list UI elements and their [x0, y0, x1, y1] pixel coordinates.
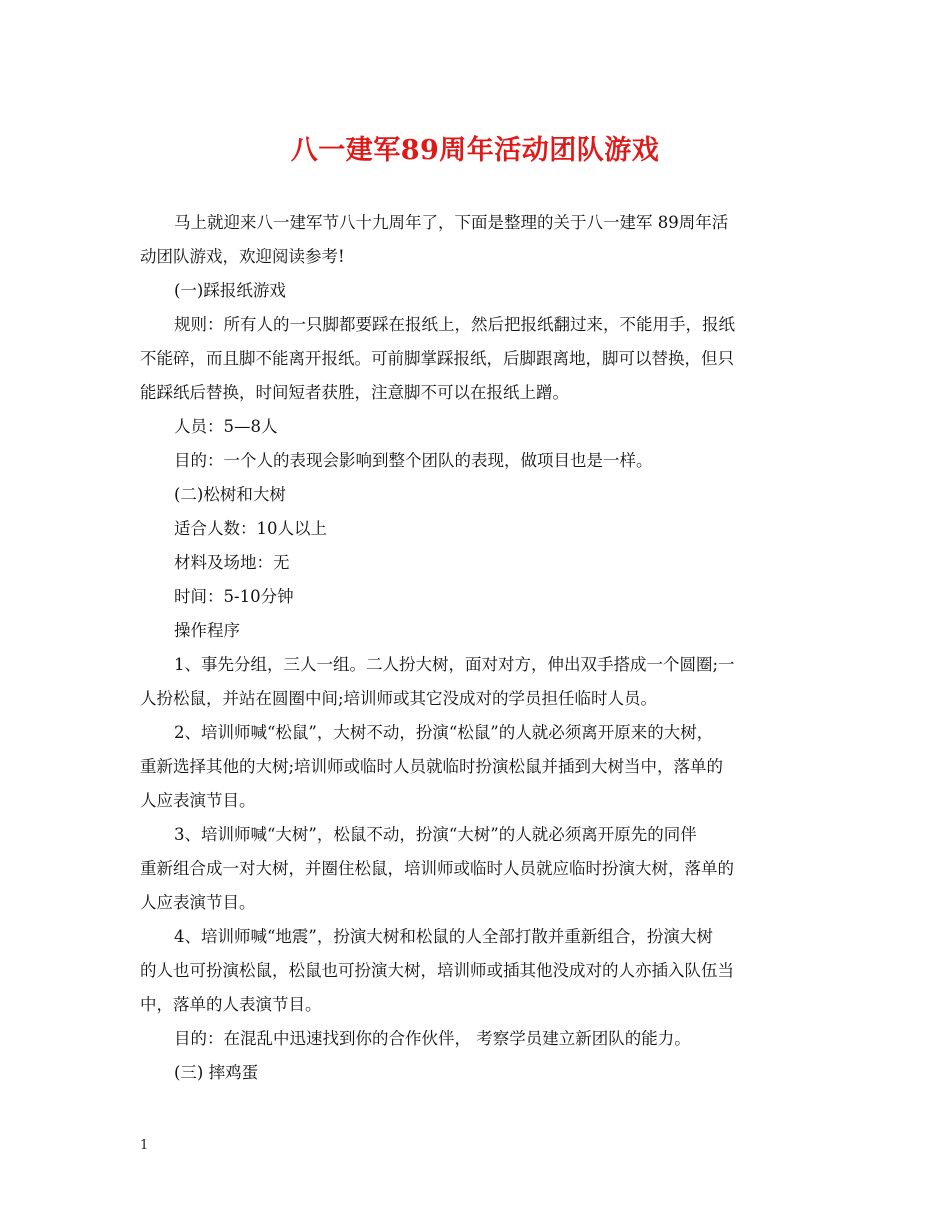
page-number: 1 — [140, 1138, 149, 1153]
text-line: 操作程序 — [174, 621, 240, 640]
text-line: 的人也可扮演松鼠，松鼠也可扮演大树，培训师或插其他没成对的人亦插入队伍当 — [140, 961, 734, 980]
text-line: 材料及场地：无 — [174, 553, 290, 572]
text-line: 人应表演节目。 — [140, 791, 256, 810]
text-line: 3、培训师喊“大树”，松鼠不动，扮演“大树”的人就必须离开原先的同伴 — [174, 825, 697, 844]
text-line: 人扮松鼠，并站在圆圈中间;培训师或其它没成对的学员担任临时人员。 — [140, 689, 658, 708]
text-line: 4、培训师喊“地震”，扮演大树和松鼠的人全部打散并重新组合，扮演大树 — [174, 927, 713, 946]
text-line: 时间：5-10分钟 — [174, 587, 294, 606]
text-line: 人应表演节目。 — [140, 893, 256, 912]
text-line: (二)松树和大树 — [174, 485, 286, 504]
document-title: 八一建军89周年活动团队游戏 — [290, 135, 660, 166]
text-line: 人员：5—8人 — [174, 417, 278, 436]
text-line: 动团队游戏，欢迎阅读参考! — [140, 247, 345, 266]
text-line: 1、事先分组，三人一组。二人扮大树，面对对方，伸出双手搭成一个圆圈;一 — [174, 655, 735, 674]
text-line: 目的：在混乱中迅速找到你的合作伙伴， 考察学员建立新团队的能力。 — [174, 1029, 691, 1048]
text-line: 2、培训师喊“松鼠”，大树不动，扮演“松鼠”的人就必须离开原来的大树， — [174, 723, 714, 742]
document-body — [140, 206, 818, 1090]
text-line: 中，落单的人表演节目。 — [140, 995, 322, 1014]
text-line: 马上就迎来八一建军节八十九周年了，下面是整理的关于八一建军 89周年活 — [174, 213, 729, 232]
text-line: 重新选择其他的大树;培训师或临时人员就临时扮演松鼠并插到大树当中，落单的 — [140, 757, 724, 776]
text-line: 能踩纸后替换，时间短者获胜，注意脚不可以在报纸上蹭。 — [140, 383, 569, 402]
text-line: (三) 摔鸡蛋 — [174, 1063, 259, 1082]
text-line: (一)踩报纸游戏 — [174, 281, 286, 300]
text-line: 规则：所有人的一只脚都要踩在报纸上，然后把报纸翻过来，不能用手，报纸 — [174, 315, 735, 334]
text-line: 不能碎，而且脚不能离开报纸。可前脚掌踩报纸，后脚跟离地，脚可以替换，但只 — [140, 349, 734, 368]
text-line: 重新组合成一对大树，并圈住松鼠，培训师或临时人员就应临时扮演大树，落单的 — [140, 859, 734, 878]
text-line: 适合人数：10人以上 — [174, 519, 327, 538]
text-line: 目的：一个人的表现会影响到整个团队的表现，做项目也是一样。 — [174, 451, 653, 470]
